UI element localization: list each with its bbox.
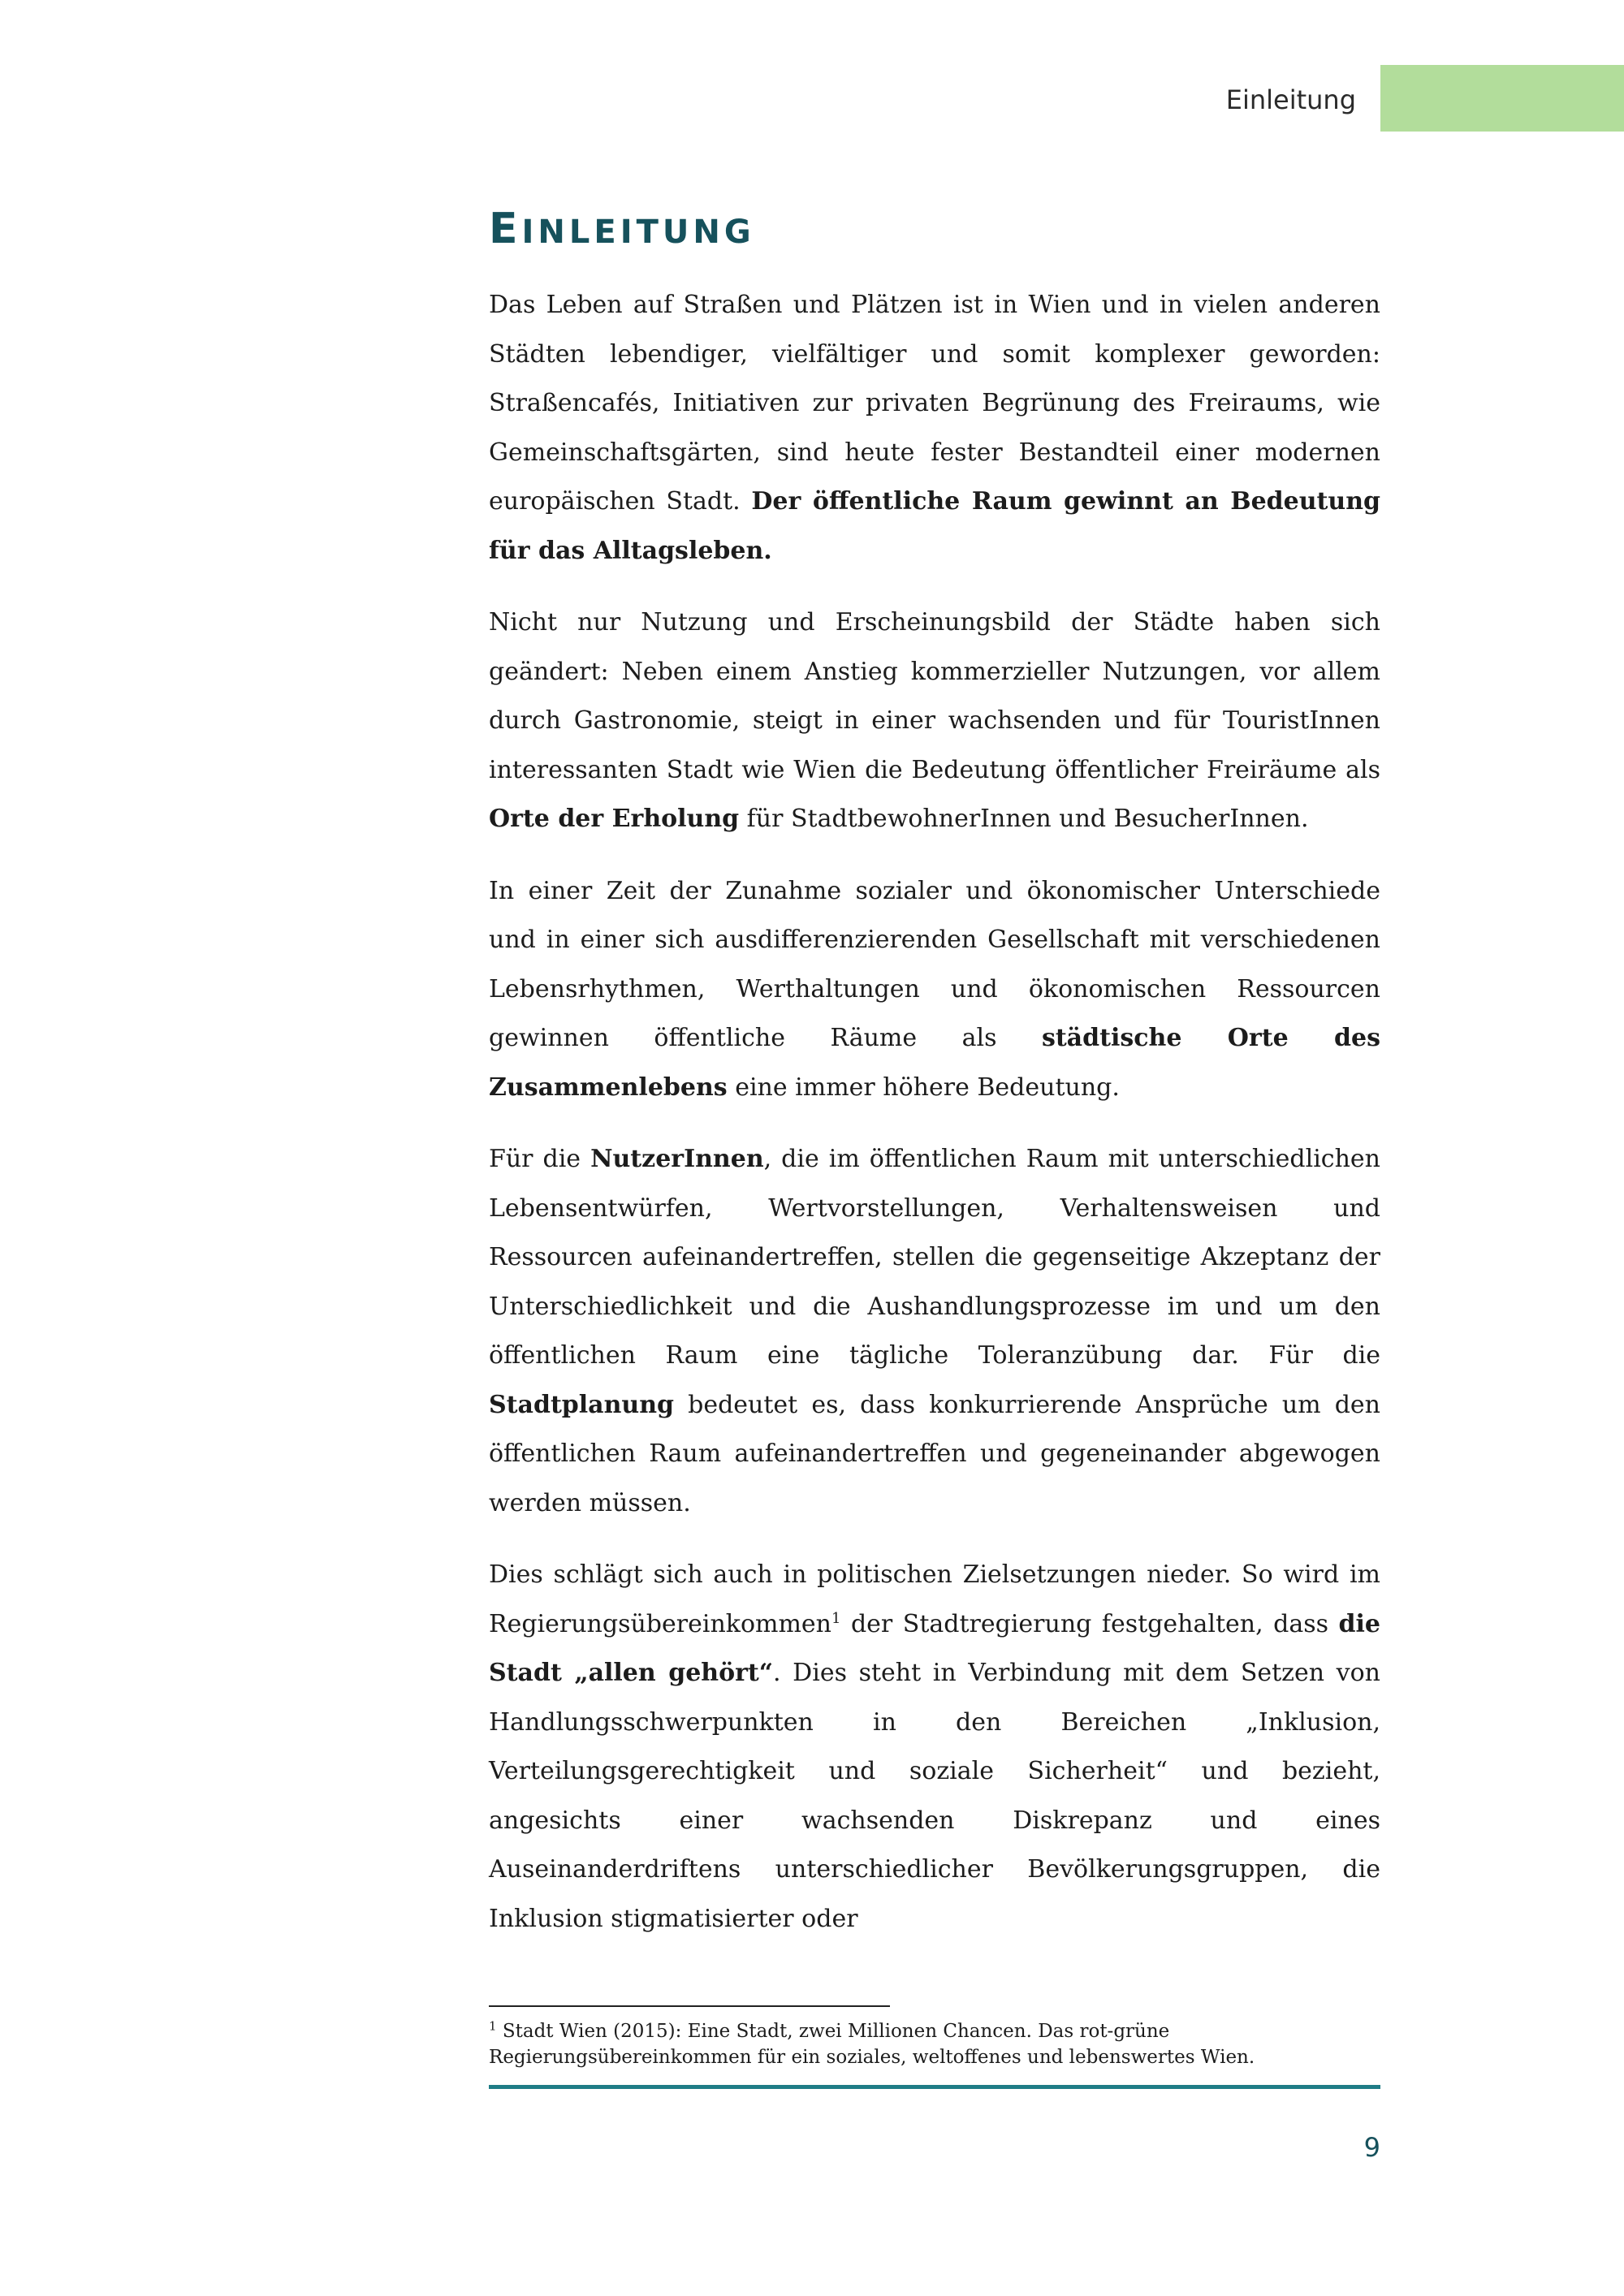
- paragraph-4-emphasis-2: Stadtplanung: [489, 1390, 675, 1419]
- paragraph-4-text-mid: , die im öffentlichen Raum mit unterschiedlichen Lebensentwürfen, Wertvorstellungen, Verhaltensweisen und Ressourcen aufeinandertreffen, stellen die gegenseitige Akzeptanz der Unterschiedlichkeit und die Aushandlungsprozesse im und um den öffentlichen Raum eine tägliche Toleranzübung dar. Für die: [489, 1145, 1380, 1370]
- paragraph-5-text: Dies schlägt sich auch in politischen Zielsetzungen nieder. So wird im Regierungsübereinkommen: [489, 1560, 1380, 1638]
- paragraph-2-emphasis: Orte der Erholung: [489, 805, 740, 833]
- footnote-separator: [489, 2005, 890, 2007]
- header-accent-bar: [1380, 65, 1624, 132]
- paragraph-4-text: Für die: [489, 1145, 591, 1173]
- paragraph-1: [489, 281, 1380, 576]
- title-rest: INLEITUNG: [521, 214, 755, 251]
- page-number: 9: [1363, 2132, 1380, 2163]
- paragraph-3-emphasis: städtische Orte des Zusammenlebens: [489, 1024, 1380, 1102]
- chapter-title: [489, 205, 755, 253]
- paragraph-3: [489, 867, 1380, 1113]
- paragraph-5: [489, 1551, 1380, 1944]
- footer-rule: [489, 2085, 1380, 2089]
- footnote: [489, 2018, 1380, 2070]
- paragraph-4: [489, 1135, 1380, 1528]
- paragraph-5-text-end: . Dies steht in Verbindung mit dem Setzen von Handlungsschwerpunkten in den Bereichen „Inklusion, Verteilungsgerechtigkeit und soziale Sicherheit“ und bezieht, angesichts einer wachsenden Diskrepanz und eines Auseinanderdriftens unterschiedlicher Bevölkerungsgruppen, die Inklusion stigmatisierter oder: [489, 1659, 1381, 1933]
- paragraph-2-text: Nicht nur Nutzung und Erscheinungsbild der Städte haben sich geändert: Neben einem Anstieg kommerzieller Nutzungen, vor allem durch Gastronomie, steigt in einer wachsenden und für TouristInnen interessanten Stadt wie Wien die Bedeutung öffentlicher Freiräume als: [489, 608, 1380, 784]
- footnote-marker: 1: [489, 2018, 497, 2034]
- paragraph-4-text-end: bedeutet es, dass konkurrierende Ansprüche um den öffentlichen Raum aufeinandertreffen und gegeneinander abgewogen werden müssen.: [489, 1390, 1380, 1517]
- body-text: [489, 281, 1380, 1966]
- paragraph-2: [489, 598, 1380, 844]
- footnote-reference[interactable]: 1: [831, 1609, 841, 1627]
- paragraph-3-text-end: eine immer höhere Bedeutung.: [727, 1072, 1120, 1102]
- running-header: Einleitung: [1225, 84, 1356, 115]
- paragraph-1-text: Das Leben auf Straßen und Plätzen ist in Wien und in vielen anderen Städten lebendiger, vielfältiger und somit komplexer geworden: Straßencafés, Initiativen zur privaten Begrünung des Freiraums, wie Gemeinschaftsgärten, sind heute fester Bestandteil einer modernen europäischen Stadt.: [489, 291, 1380, 516]
- title-initial: E: [489, 205, 522, 253]
- footnote-text: Stadt Wien (2015): Eine Stadt, zwei Millionen Chancen. Das rot-grüne Regierungsübereinkommen für ein soziales, weltoffenes und lebenswertes Wien.: [489, 2021, 1255, 2068]
- paragraph-5-text-mid: der Stadtregierung festgehalten, dass: [840, 1609, 1339, 1638]
- paragraph-5-emphasis: die Stadt „allen gehört“: [489, 1609, 1380, 1687]
- paragraph-1-emphasis: Der öffentliche Raum gewinnt an Bedeutung für das Alltagsleben.: [489, 487, 1380, 565]
- paragraph-4-emphasis-1: NutzerInnen: [590, 1145, 764, 1173]
- paragraph-2-text-end: für StadtbewohnerInnen und BesucherInnen.: [739, 805, 1309, 833]
- paragraph-3-text: In einer Zeit der Zunahme sozialer und ökonomischer Unterschiede und in einer sich ausdifferenzierenden Gesellschaft mit verschiedenen Lebensrhythmen, Werthaltungen und ökonomischen Ressourcen gewinnen öffentliche Räume als: [489, 876, 1380, 1052]
